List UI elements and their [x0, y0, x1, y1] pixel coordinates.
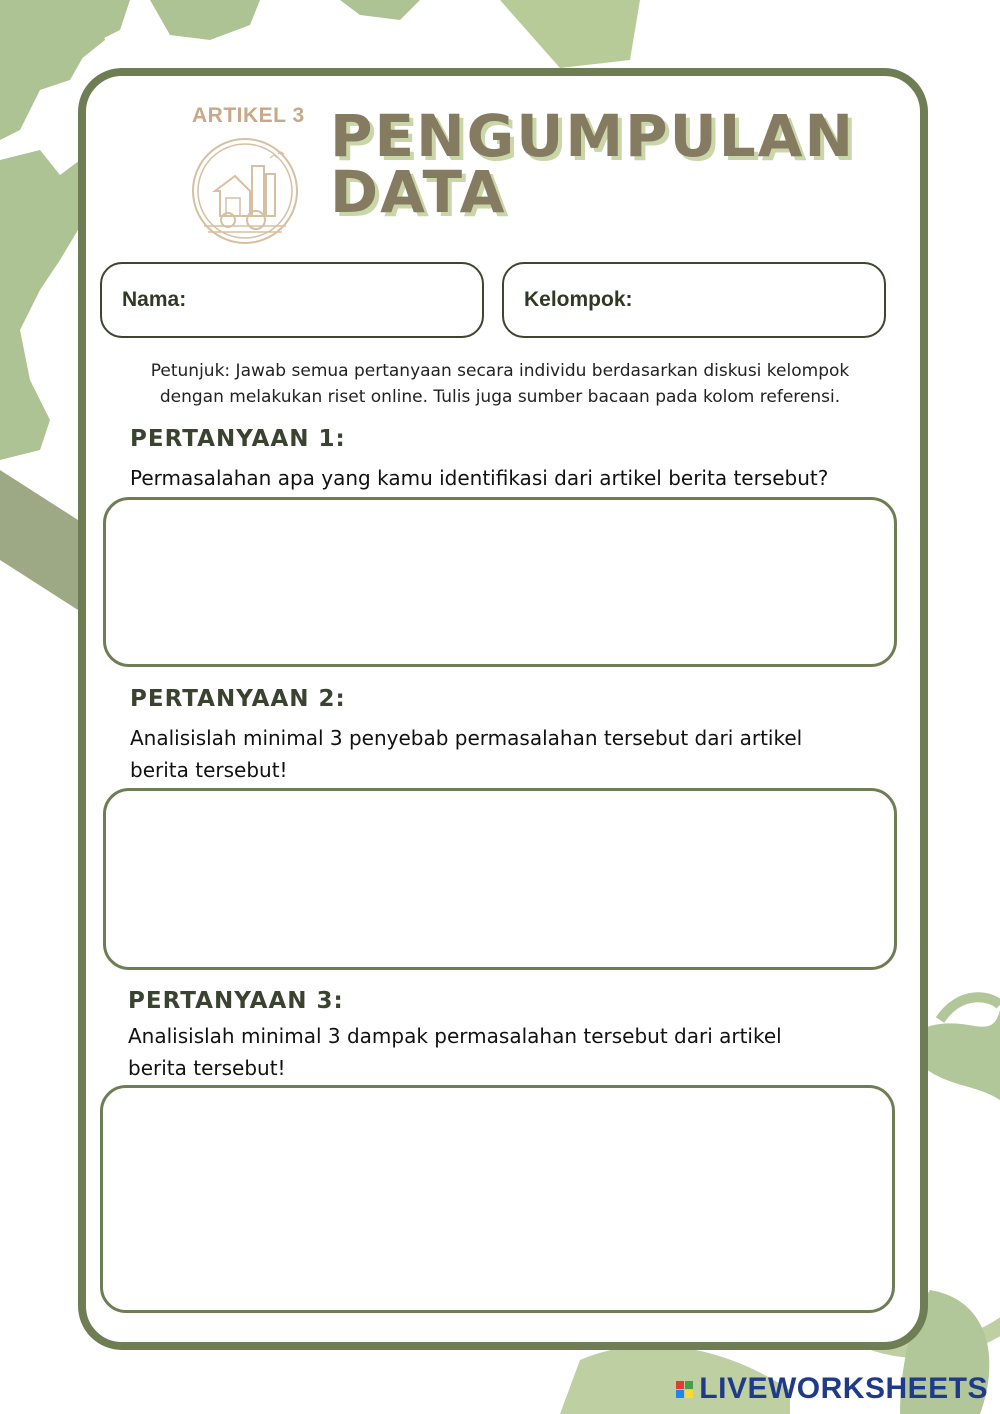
group-field[interactable]	[502, 262, 886, 338]
question-3-heading: PERTANYAAN 3:	[128, 988, 344, 1014]
logo-block-1	[676, 1381, 684, 1389]
answer-box-3[interactable]	[100, 1085, 895, 1313]
liveworksheets-logo-icon	[676, 1381, 693, 1398]
question-2-heading: PERTANYAAN 2:	[130, 686, 346, 712]
question-3-line-2: berita tersebut!	[128, 1056, 286, 1080]
question-1-heading: PERTANYAAN 1:	[130, 426, 346, 452]
question-3-line-1: Analisislah minimal 3 dampak permasalahan tersebut dari artikel	[128, 1024, 782, 1048]
question-2-text	[130, 722, 890, 786]
title-line-2: DATA	[330, 158, 507, 226]
answer-box-1[interactable]	[103, 497, 897, 667]
answer-box-2[interactable]	[103, 788, 897, 970]
green-wedge-decoration	[500, 0, 640, 68]
question-2-line-2: berita tersebut!	[130, 758, 288, 782]
instructions	[110, 358, 890, 410]
brand-name: LIVEWORKSHEETS	[699, 1372, 988, 1405]
name-field-label: Nama:	[122, 288, 187, 311]
group-field-label: Kelompok:	[524, 288, 633, 311]
instructions-line-2: dengan melakukan riset online. Tulis juga sumber bacaan pada kolom referensi.	[159, 387, 841, 407]
farm-emblem-icon	[190, 136, 300, 246]
logo-block-3	[676, 1390, 684, 1398]
instructions-line-1: Petunjuk: Jawab semua pertanyaan secara individu berdasarkan diskusi kelompok	[150, 361, 850, 381]
page-title	[330, 102, 890, 226]
article-label: ARTIKEL 3	[192, 104, 305, 127]
title-line-1: PENGUMPULAN	[330, 102, 856, 170]
name-field[interactable]	[100, 262, 484, 338]
question-3-text	[128, 1020, 888, 1084]
logo-block-2	[685, 1381, 693, 1389]
liveworksheets-watermark[interactable]	[676, 1372, 988, 1406]
question-1-line-1: Permasalahan apa yang kamu identifikasi dari artikel berita tersebut?	[130, 466, 829, 490]
question-1-text	[130, 462, 890, 494]
olive-wedge-decoration	[0, 470, 78, 610]
question-2-line-1: Analisislah minimal 3 penyebab permasalahan tersebut dari artikel	[130, 726, 803, 750]
logo-block-4	[685, 1390, 693, 1398]
